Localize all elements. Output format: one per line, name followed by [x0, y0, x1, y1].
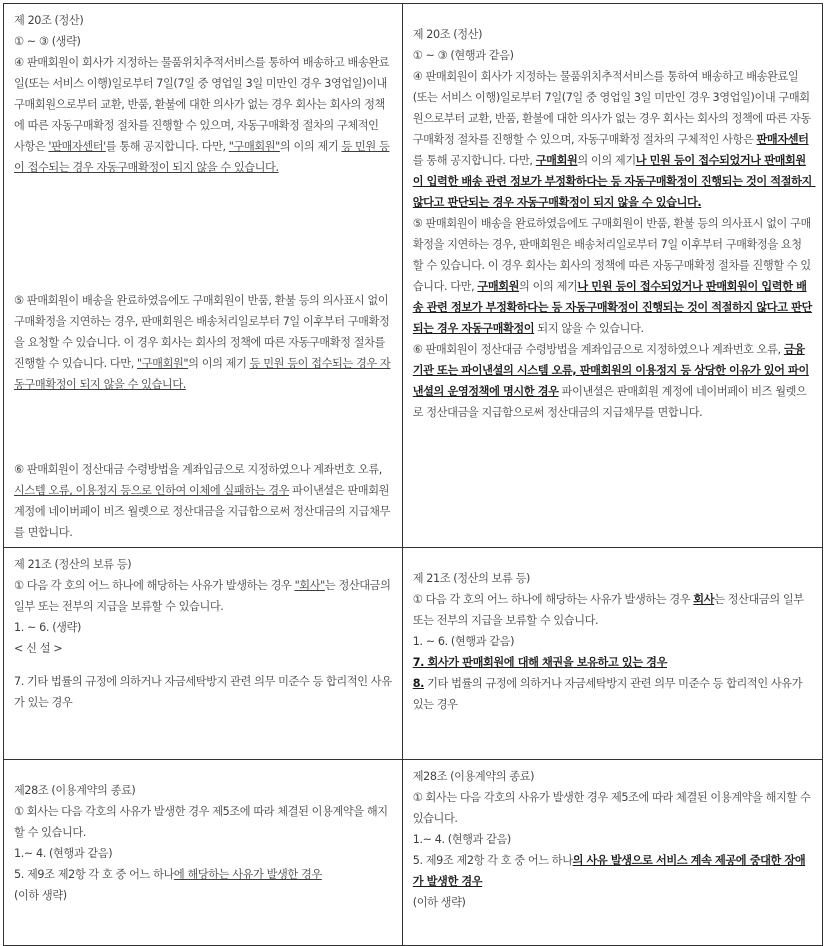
spacer	[14, 766, 392, 780]
spacer	[14, 395, 392, 459]
clause-paragraph	[413, 339, 812, 423]
clause-text: 의 이의 제기	[519, 280, 578, 293]
changed-text: "구매회원"	[228, 140, 280, 153]
clause-text: 는 정산대금의 일부 또는 전부의 지급을 보류할 수 있습니다.	[412, 593, 807, 627]
clause-paragraph: 제28조 (이용계약의 종료)	[14, 784, 136, 797]
clause-paragraph: 제28조 (이용계약의 종료)	[412, 770, 535, 783]
clause-paragraph	[14, 864, 392, 885]
changed-text: "구매회원"	[137, 357, 189, 370]
changed-text: 구매회원	[535, 154, 578, 167]
clause-paragraph: 1.~ 4. (현행과 같음)	[14, 847, 113, 860]
clause-paragraph	[413, 652, 812, 673]
clause-text: 기타 법률의 규정에 의하거나 자금세탁방지 관련 의무 미준수 등 합리적인 사유가 있는 경우	[412, 677, 806, 711]
current-clause-cell	[4, 548, 403, 760]
table-row	[4, 548, 823, 760]
spacer	[413, 554, 812, 568]
changed-text: 8.	[412, 677, 424, 690]
clause-text: 5. 제9조 제2항 각 호 중 어느 하나	[412, 854, 573, 867]
clause-paragraph: ① ~ ③ (현행과 같음)	[412, 49, 514, 62]
clause-paragraph	[413, 850, 812, 892]
clause-paragraph	[412, 66, 816, 213]
table-row	[4, 4, 823, 548]
revised-clause-cell	[402, 760, 822, 946]
current-clause-cell	[4, 4, 403, 548]
changed-text: "회사"	[294, 579, 325, 592]
clause-paragraph: ① ~ ③ (생략)	[14, 35, 81, 48]
clause-paragraph	[14, 290, 392, 395]
clause-paragraph: ① 회사는 다음 각호의 사유가 발생한 경우 제5조에 따라 체결된 이용계약을 해지할 수 있습니다.	[14, 805, 388, 839]
clause-text: 의 이의 제기	[188, 357, 250, 370]
clause-paragraph	[14, 575, 392, 617]
clause-text: ⑥ 판매회원이 정산대금 수령방법을 계좌입금으로 지정하였으나 계좌번호 오류,	[14, 463, 386, 476]
clause-paragraph	[14, 459, 392, 543]
changed-text: 등 민원 등이 접수되는 경우 자동구매확정이 되지 않을 수 있습니다.	[14, 140, 390, 174]
clause-paragraph: 1.~ 4. (현행과 같음)	[412, 833, 511, 846]
clause-paragraph: 제 21조 (정산의 보류 등)	[14, 558, 132, 571]
terms-comparison-table	[3, 3, 823, 946]
clause-text: ⑤ 판매회원이 배송을 완료하였음에도 구매회원이 반품, 환불 등의 의사표시 없이 구매확정을 지연하는 경우, 판매회원은 배송처리일로부터 7일 이후부터 구매확정을 요청할 수 있습니다. 이 경우 회사는 회사의 정책에 따른 자동구매확정 절차를 진행할 수 있습니다. 다만,	[14, 294, 392, 370]
changed-text: 회사	[693, 593, 715, 606]
clause-paragraph: < 신 설 >	[14, 642, 63, 655]
clause-text: 파이낸셜은 판매회원 계정에 네이버페이 비즈 월렛으로 정산대금을 지급함으로써 정산대금의 지급채무를 면합니다.	[412, 385, 807, 419]
clause-text: ① 다음 각 호의 어느 하나에 해당하는 사유가 발생하는 경우	[14, 579, 295, 592]
clause-text: 를 통해 공지합니다. 다만,	[105, 140, 229, 153]
changed-text: 에 해당하는 사유가 발생한 경우	[173, 868, 322, 881]
spacer	[14, 659, 392, 671]
clause-text: 되지 않을 수 있습니다.	[534, 322, 644, 335]
clause-text: ⑤ 판매회원이 배송을 완료하였음에도 구매회원이 반품, 환불 등의 의사표시 없이 구매확정을 지연하는 경우, 판매회원은 배송처리일로부터 7일 이후부터 구매확정을 요청할 수 있습니다. 이 경우 회사는 회사의 정책에 따른 자동구매확정 절차를 진행할 수 있습니다. 다만,	[412, 217, 811, 293]
revised-clause-cell	[402, 4, 822, 548]
clause-text: ④ 판매회원이 회사가 지정하는 물품위치추적서비스를 통하여 배송하고 배송완료일(또는 서비스 이행)일로부터 7일(7일 중 영업일 3일 미만인 경우 3영업일)이내 구매회원으로부터 교환, 반품, 환불에 대한 의사가 없는 경우 회사는 회사의 정책에 따른 자동구매확정 절차를 진행할 수 있으며, 자동구매확정 절차의 구체적인 사항은	[14, 56, 391, 153]
clause-paragraph: ① 회사는 다음 각호의 사유가 발생한 경우 제5조에 따라 체결된 이용계약을 해지할 수 있습니다.	[412, 791, 814, 825]
clause-paragraph: 제 20조 (정산)	[14, 14, 84, 27]
changed-text: 금융기관 또는 파이낸셜의 시스템 오류, 판매회원의 이용정지 등 상당한 이유가 있어 파이낸셜의 운영정책에 명시한 경우	[412, 343, 809, 398]
clause-paragraph: 7. 기타 법률의 규정에 의하거나 자금세탁방지 관련 의무 미준수 등 합리적인 사유가 있는 경우	[14, 675, 392, 709]
changed-text: 의 사유 발생으로 서비스 계속 제공에 중대한 장애가 발생한 경우	[412, 854, 806, 888]
clause-text: ④ 판매회원이 회사가 지정하는 물품위치추적서비스를 통하여 배송하고 배송완료일(또는 서비스 이행)일로부터 7일(7일 중 영업일 3일 미만인 경우 3영업일)이내 구매회원으로부터 교환, 반품, 환불에 대한 의사가 없는 경우 회사는 회사의 정책에 따른 자동구매확정 절차를 진행할 수 있으며, 자동구매확정 절차의 구체적인 사항은	[412, 70, 811, 146]
clause-paragraph	[14, 52, 392, 178]
clause-paragraph	[413, 213, 812, 339]
clause-paragraph: 제 20조 (정산)	[412, 28, 483, 41]
changed-text: 시스템 오류, 이용정지 등으로 인하여 이체에 실패하는 경우	[14, 484, 290, 497]
clause-text: ⑥ 판매회원이 정산대금 수령방법을 계좌입금으로 지정하였으나 계좌번호 오류,	[412, 343, 784, 356]
clause-text: 의 이의 제기	[577, 154, 636, 167]
clause-paragraph	[413, 673, 812, 715]
spacer	[14, 178, 392, 290]
current-clause-cell	[4, 760, 403, 946]
changed-text: 등 민원 등이 접수되는 경우 자동구매확정이 되지 않을 수 있습니다.	[14, 357, 391, 391]
clause-paragraph: 1. ~ 6. (현행과 같음)	[412, 635, 515, 648]
changed-text: 판매자센터	[756, 133, 809, 146]
clause-text: 를 통해 공지합니다. 다만,	[412, 154, 536, 167]
clause-text: 의 이의 제기	[279, 140, 342, 153]
clause-paragraph	[413, 589, 812, 631]
spacer	[413, 10, 812, 24]
clause-text: 파이낸셜은 판매회원 계정에 네이버페이 비즈 월렛으로 정산대금을 지급함으로써 정산대금의 지급채무를 면합니다.	[14, 484, 393, 539]
changed-text: 나 민원 등이 접수되었거나 판매회원이 입력한 배송 관련 정보가 부정확하다는 등 자동구매확정이 진행되는 것이 적절하지 않다고 판단되는 경우 자동구매확정이	[412, 280, 812, 335]
revised-clause-cell	[402, 548, 822, 760]
changed-text: 구매회원	[477, 280, 520, 293]
clause-text: 5. 제9조 제2항 각 호 중 어느 하나	[14, 868, 174, 881]
clause-paragraph: 1. ~ 6. (생략)	[14, 621, 81, 634]
changed-text: 7. 회사가 판매회원에 대해 채권을 보유하고 있는 경우	[412, 656, 667, 669]
clause-paragraph: (이하 생략)	[14, 889, 67, 902]
clause-paragraph: (이하 생략)	[412, 896, 466, 909]
changed-text: '판매자센터'	[48, 140, 106, 153]
clause-text: ① 다음 각 호의 어느 하나에 해당하는 사유가 발생하는 경우	[412, 593, 694, 606]
clause-paragraph: 제 21조 (정산의 보류 등)	[412, 572, 530, 585]
clause-text: 는 정산대금의 일부 또는 전부의 지급을 보류할 수 있습니다.	[14, 579, 394, 613]
table-row	[4, 760, 823, 946]
changed-text: 나 민원 등이 접수되었거나 판매회원이 입력한 배송 관련 정보가 부정확하다는 등 자동구매확정이 진행되는 것이 적절하지 않다고 판단되는 경우 자동구매확정이 되지 않을 수 있습니다.	[412, 154, 816, 209]
